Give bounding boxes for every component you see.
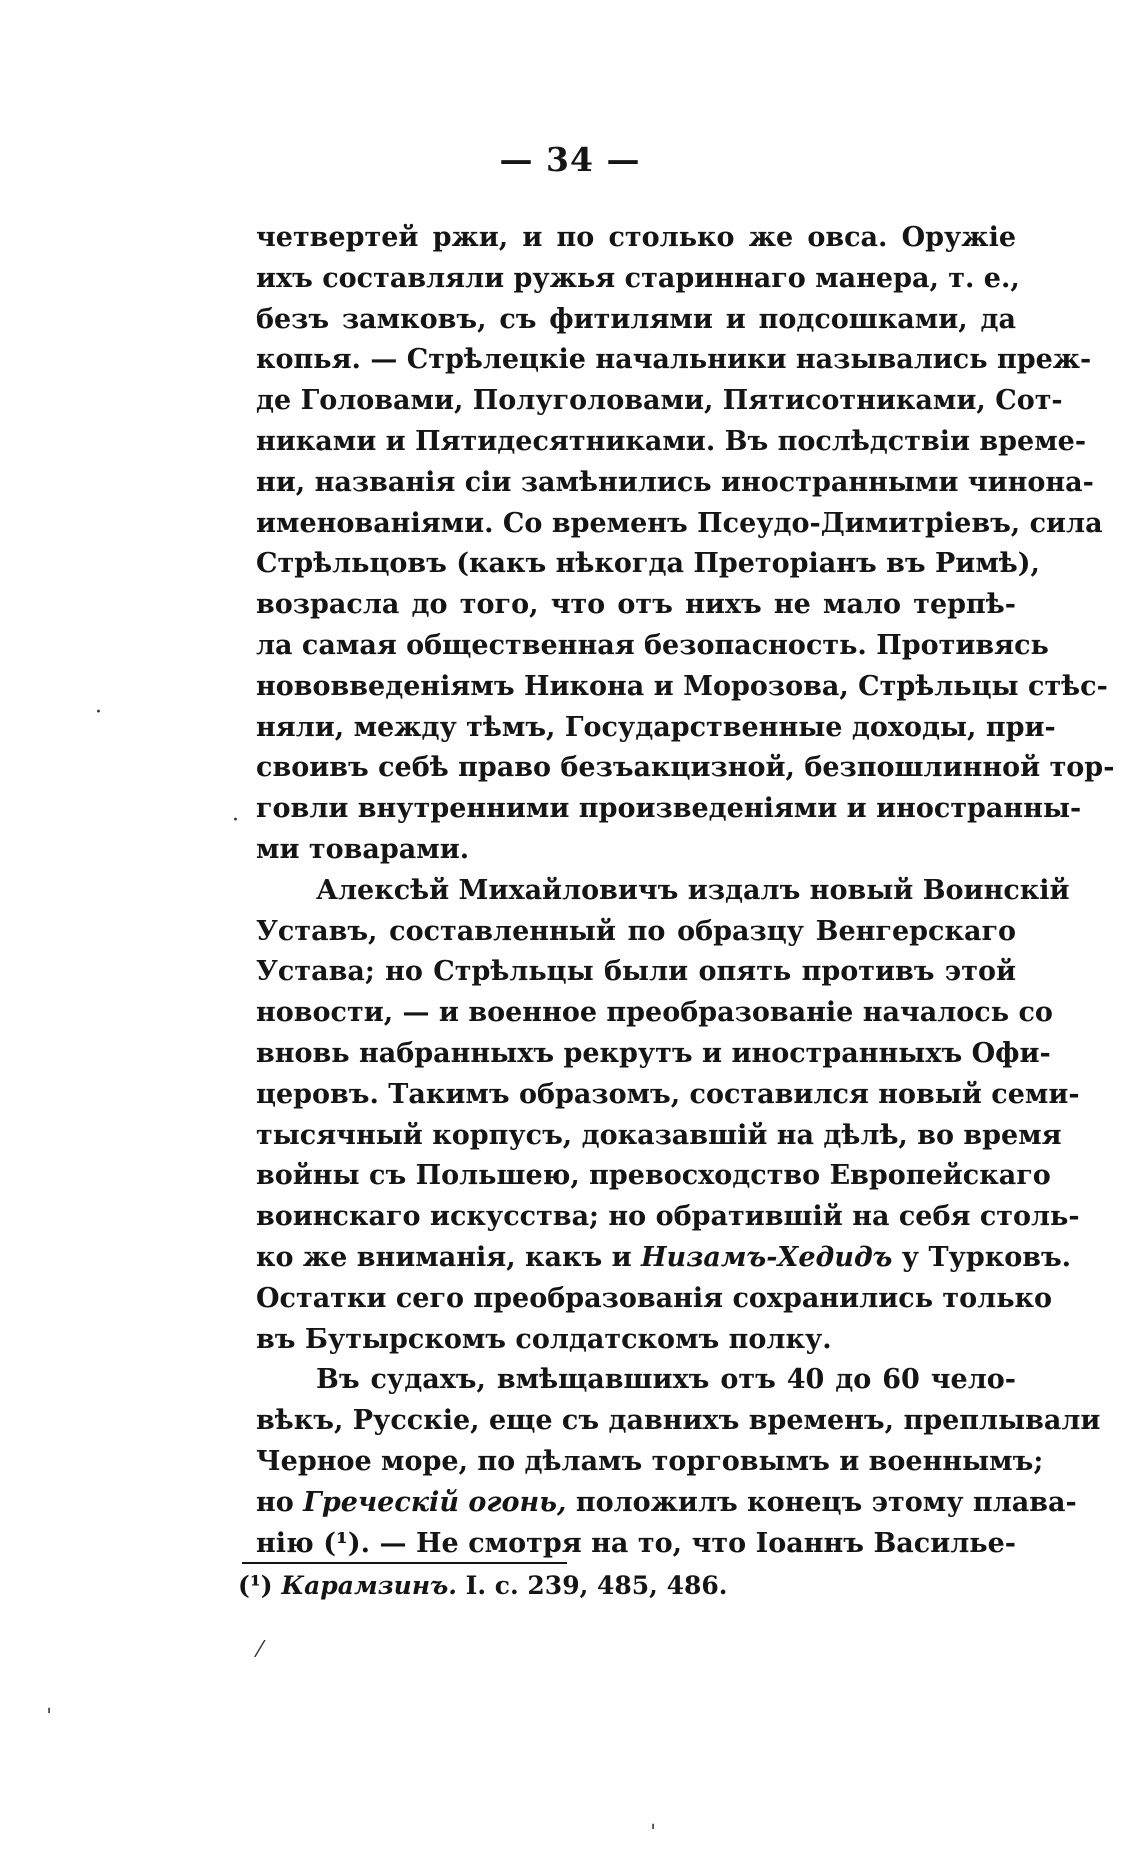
footnote-marker: (¹): [238, 1571, 273, 1600]
footnote-author: Карамзинъ.: [281, 1571, 457, 1600]
text-line: Въ судахъ, вмѣщавшихъ отъ 40 до 60 чело-: [316, 1364, 1016, 1396]
text-line: [256, 1238, 1072, 1279]
scan-speck: ˈ: [650, 1822, 657, 1847]
text-line: въ Бутырскомъ солдатскомъ полку.: [256, 1323, 832, 1355]
text-line: Устава; но Стрѣльцы были опять противъ этой: [256, 956, 1016, 988]
text-line: Алексѣй Михайловичъ издалъ новый Воинскій: [316, 874, 1070, 906]
text-line: четвертей ржи, и по столько же овса. Оружіе: [256, 222, 1016, 253]
text-line: Стрѣльцовъ (какъ нѣкогда Преторіанъ въ Римѣ),: [256, 548, 1040, 580]
text-line: именованіями. Со временъ Псеудо-Димитріевъ, сила: [256, 507, 1103, 539]
scan-speck: ·: [95, 700, 102, 725]
text-line: де Головами, Полуголовами, Пятисотниками, Сот-: [256, 385, 1063, 417]
text-line: ихъ составляли ружья стариннаго манера, т. е.,: [256, 262, 1020, 294]
footnote: [238, 1568, 727, 1604]
text-line: [256, 1483, 1077, 1524]
text-run: у Турковъ.: [892, 1241, 1072, 1273]
text-line: возрасла до того, что отъ нихъ не мало терпѣ-: [256, 589, 1016, 621]
footnote-divider: [242, 1562, 567, 1564]
text-line: ми товарами.: [256, 833, 470, 865]
text-line: воинскаго искусства; но обратившій на себя столь-: [256, 1201, 1080, 1233]
scan-speck: ·: [232, 808, 239, 833]
text-line: копья. — Стрѣлецкіе начальники назывались преж-: [256, 344, 1092, 376]
text-line: говли внутренними произведеніями и иностранны-: [256, 793, 1082, 825]
text-line: вновь набранныхъ рекрутъ и иностранныхъ Офи-: [256, 1037, 1051, 1069]
text-line: нію (¹). — Не смотря на то, что Іоаннъ Василье-: [256, 1527, 1016, 1559]
text-line: няли, между тѣмъ, Государственные доходы, при-: [256, 711, 1056, 743]
text-run: но: [256, 1486, 304, 1518]
footnote-reference: I. с. 239, 485, 486.: [465, 1571, 728, 1600]
text-line: своивъ себѣ право безъакцизной, безпошлинной тор-: [256, 752, 1115, 784]
scan-speck: ⁄: [258, 1638, 262, 1663]
body-text: [256, 218, 1115, 1564]
scan-speck: ˈ: [46, 1706, 53, 1731]
text-run: ко же вниманія, какъ и: [256, 1241, 642, 1273]
text-line: нововведеніямъ Никона и Морозова, Стрѣльцы стѣс-: [256, 670, 1108, 702]
text-line: новости, — и военное преобразованіе началось со: [256, 997, 1053, 1029]
text-line: тысячный корпусъ, доказавшій на дѣлѣ, во время: [256, 1119, 1062, 1151]
text-line: церовъ. Такимъ образомъ, составился новый семи-: [256, 1078, 1080, 1110]
text-line: ни, названія сіи замѣнились иностранными чинона-: [256, 466, 1094, 498]
text-line: Черное море, по дѣламъ торговымъ и военнымъ;: [256, 1445, 1044, 1477]
text-line: вѣкъ, Русскіе, еще съ давнихъ временъ, преплывали: [256, 1405, 1101, 1437]
text-line: никами и Пятидесятниками. Въ послѣдствіи време-: [256, 425, 1087, 457]
page-number: — 34 —: [499, 140, 641, 179]
text-line: Остатки сего преобразованія сохранились только: [256, 1282, 1053, 1314]
italic-term: Низамъ-Хедидъ: [641, 1241, 893, 1273]
text-line: безъ замковъ, съ фитилями и подсошками, да: [256, 303, 1016, 335]
text-line: войны съ Польшею, превосходство Европейскаго: [256, 1160, 1051, 1192]
italic-term: Греческій огонь,: [303, 1486, 567, 1518]
text-run: положилъ конецъ этому плава-: [566, 1486, 1077, 1518]
text-line: ла самая общественная безопасность. Противясь: [256, 629, 1049, 661]
text-line: Уставъ, составленный по образцу Венгерскаго: [256, 915, 1016, 947]
